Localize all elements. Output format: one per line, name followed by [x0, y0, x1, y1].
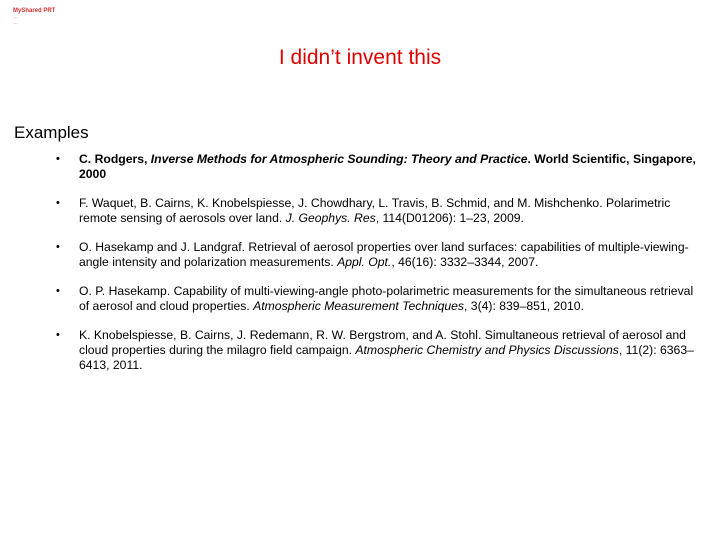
reference-book-title: Inverse Methods for Atmospheric Sounding: Theory and Practice: [150, 152, 528, 166]
reference-journal: Appl. Opt.: [337, 255, 392, 269]
reference-authors: O. P. Hasekamp. Capability of multi-viewing-angle photo-polarimetric measurements for the simultaneous retrieval of aerosol and cloud properties.: [79, 284, 694, 313]
reference-item: [56, 152, 696, 182]
reference-item: [56, 328, 696, 373]
slide-title: I didn’t invent this: [278, 46, 442, 69]
reference-journal: Atmospheric Chemistry and Physics Discussions: [355, 343, 619, 357]
reference-list: [56, 152, 696, 387]
watermark-logo: [13, 8, 55, 26]
section-heading: Examples: [14, 123, 89, 142]
reference-details: , 11(2): 6363–6413, 2011.: [79, 343, 694, 372]
bullet: •: [56, 241, 60, 253]
reference-authors: O. Hasekamp and J. Landgraf. Retrieval of aerosol properties over land surfaces: capabilities of multiple-viewing-angle intensity and polarization measurements.: [79, 240, 689, 269]
watermark-line: MyShared PRT: [13, 8, 56, 14]
reference-details: , 46(16): 3332–3344, 2007.: [391, 255, 539, 269]
bullet: •: [56, 285, 60, 297]
bullet: •: [56, 153, 60, 165]
reference-details: , 3(4): 839–851, 2010.: [464, 299, 584, 313]
reference-journal: Atmospheric Measurement Techniques: [253, 299, 465, 313]
reference-details: . World Scientific, Singapore, 2000: [79, 152, 696, 181]
watermark-line: …: [13, 14, 18, 20]
reference-item: [56, 240, 696, 270]
reference-journal: J. Geophys. Res: [285, 211, 376, 225]
bullet: •: [56, 197, 60, 209]
reference-authors: C. Rodgers,: [79, 152, 151, 166]
reference-authors: K. Knobelspiesse, B. Cairns, J. Redemann, R. W. Bergstrom, and A. Stohl. Simultaneous retrieval of aerosol and cloud properties during the milagro field campaign.: [79, 328, 686, 357]
bullet: •: [56, 329, 60, 341]
reference-item: [56, 284, 696, 314]
reference-authors: F. Waquet, B. Cairns, K. Knobelspiesse, J. Chowdhary, L. Travis, B. Schmid, and M. Mishchenko. Polarimetric remote sensing of aerosols over land.: [79, 196, 671, 225]
reference-item: [56, 196, 696, 226]
reference-details: , 114(D01206): 1–23, 2009.: [375, 211, 524, 225]
watermark-line: …: [13, 20, 18, 26]
